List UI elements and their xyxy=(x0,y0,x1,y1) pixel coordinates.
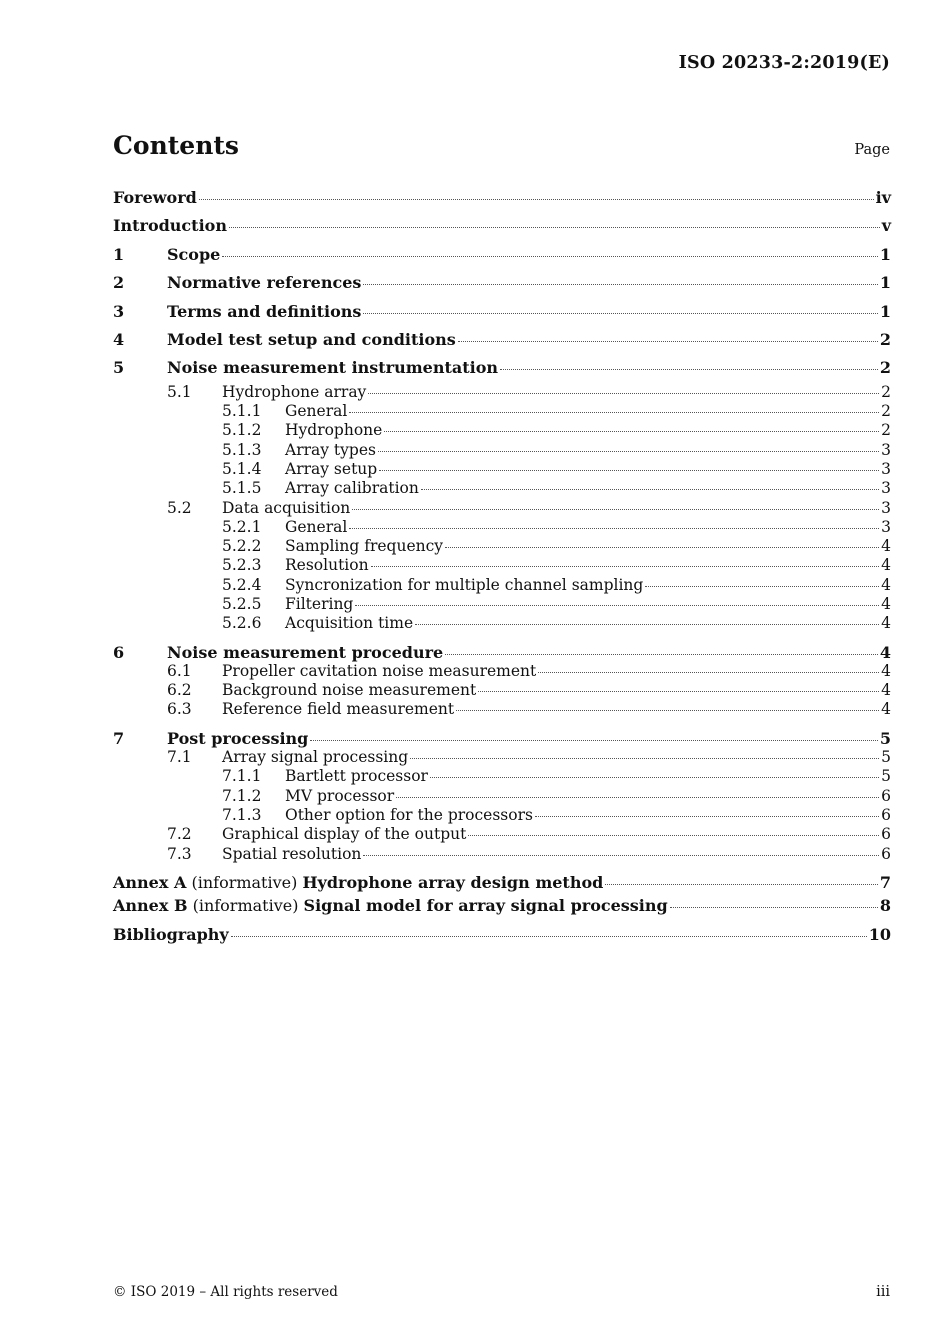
toc-entry-text: Graphical display of the output xyxy=(222,825,467,844)
toc-entry-title xyxy=(285,556,369,575)
toc-entry-page: 4 xyxy=(881,614,891,633)
toc-entry-number: 7.2 xyxy=(167,825,192,844)
toc-entry-title xyxy=(167,241,220,269)
toc-entry-page: 6 xyxy=(881,825,891,844)
toc-entry-text: Model test setup and conditions xyxy=(167,329,456,349)
dot-leader xyxy=(363,312,877,314)
toc-entry[interactable] xyxy=(113,460,891,479)
dot-leader xyxy=(371,565,880,567)
dot-leader xyxy=(605,883,878,885)
toc-entry-title xyxy=(222,681,476,700)
toc-entry[interactable] xyxy=(113,845,891,864)
toc-entry-title xyxy=(222,662,536,681)
dot-leader xyxy=(222,255,878,257)
toc-entry-title xyxy=(113,873,603,892)
toc-entry[interactable] xyxy=(113,326,891,354)
toc-entry[interactable] xyxy=(113,892,891,920)
toc-entry-title xyxy=(285,787,394,806)
toc-entry-number: 1 xyxy=(113,244,125,264)
toc-entry-page: 3 xyxy=(881,459,891,478)
toc-entry-title xyxy=(285,537,443,556)
dot-leader xyxy=(355,604,879,606)
toc-entry[interactable] xyxy=(113,729,891,748)
toc-entry-title xyxy=(222,700,454,719)
dot-leader xyxy=(349,527,879,529)
dot-leader xyxy=(445,546,879,548)
toc-entry-text: Sampling frequency xyxy=(285,537,444,556)
toc-entry-text: Resolution xyxy=(285,556,369,575)
toc-entry-title xyxy=(285,479,419,498)
toc-entry-title xyxy=(167,326,456,354)
dot-leader xyxy=(368,392,879,394)
toc-entry-page: 5 xyxy=(879,728,891,748)
toc-entry-page: 4 xyxy=(881,661,891,680)
dot-leader xyxy=(396,796,879,798)
dot-leader xyxy=(199,198,874,200)
toc-entry-text: Array setup xyxy=(285,459,378,478)
toc-entry-page: 1 xyxy=(879,273,891,293)
toc-entry-number: 5.1.3 xyxy=(222,440,262,459)
toc-entry[interactable] xyxy=(113,806,891,825)
toc-entry-title xyxy=(222,383,366,402)
toc-entry-text: Bartlett processor xyxy=(285,767,428,786)
toc-entry-number: 5.1.1 xyxy=(222,402,262,421)
toc-entry-page: 2 xyxy=(881,421,891,440)
toc-entry-title xyxy=(167,729,308,748)
toc-entry[interactable] xyxy=(113,184,891,212)
toc-entry-text: Signal model for array signal processing xyxy=(303,896,668,916)
toc-entry-title xyxy=(113,212,227,240)
toc-entry-text: Introduction xyxy=(113,216,227,236)
toc-entry-number: 5.2.1 xyxy=(222,517,262,536)
dot-leader xyxy=(535,815,879,817)
annex-label: Annex B xyxy=(113,896,188,916)
toc-entry[interactable] xyxy=(113,354,891,382)
toc-entry[interactable] xyxy=(113,212,891,240)
toc-entry[interactable] xyxy=(113,421,891,440)
annex-informative: (informative) xyxy=(186,872,303,892)
toc-entry[interactable] xyxy=(113,518,891,537)
toc-entry-page: 2 xyxy=(879,329,891,349)
toc-entry[interactable] xyxy=(113,595,891,614)
toc-entry[interactable] xyxy=(113,298,891,326)
dot-leader xyxy=(384,430,879,432)
dot-leader xyxy=(415,623,879,625)
toc-entry[interactable] xyxy=(113,662,891,681)
toc-entry-text: Terms and definitions xyxy=(167,301,362,321)
toc-entry-text: Noise measurement instrumentation xyxy=(167,358,499,378)
toc-entry-title xyxy=(285,806,533,825)
toc-entry-page: 6 xyxy=(881,805,891,824)
toc-entry[interactable] xyxy=(113,576,891,595)
toc-entry-number: 5.1.2 xyxy=(222,421,262,440)
toc-entry[interactable] xyxy=(113,556,891,575)
toc-entry-title xyxy=(113,892,668,920)
toc-entry[interactable] xyxy=(113,681,891,700)
toc-entry[interactable] xyxy=(113,767,891,786)
toc-entry-title xyxy=(222,845,361,864)
toc-entry-text: Foreword xyxy=(113,188,197,207)
toc-entry-number: 5.2.5 xyxy=(222,595,262,613)
toc-entry-number: 7 xyxy=(113,728,125,748)
toc-entry-text: General xyxy=(285,402,348,421)
toc-entry-page: 3 xyxy=(881,517,891,536)
toc-entry-text: General xyxy=(285,517,348,536)
toc-entry-number: 5.2.6 xyxy=(222,614,262,633)
toc-entry-page: 3 xyxy=(881,498,891,517)
dot-leader xyxy=(352,508,879,510)
toc-entry-title xyxy=(167,298,361,326)
toc-entry-page: 4 xyxy=(881,700,891,719)
toc-entry[interactable] xyxy=(113,479,891,498)
dot-leader xyxy=(229,226,880,228)
toc-entry-text: Acquisition time xyxy=(285,614,414,633)
dot-leader xyxy=(410,757,879,759)
toc-entry[interactable] xyxy=(113,499,891,518)
toc-entry[interactable] xyxy=(113,241,891,269)
toc-entry-text: Scope xyxy=(167,244,221,264)
dot-leader xyxy=(478,690,879,692)
toc-entry-title xyxy=(222,499,350,518)
toc-entry[interactable] xyxy=(113,787,891,806)
toc-entry-page: 6 xyxy=(881,844,891,863)
toc-entry-title xyxy=(113,921,229,949)
toc-entry[interactable] xyxy=(113,748,891,767)
toc-entry-text: Bibliography xyxy=(113,924,229,944)
toc-entry-text: Background noise measurement xyxy=(222,681,477,700)
toc-entry-page: iv xyxy=(875,188,891,207)
toc-entry-title xyxy=(285,576,643,595)
dot-leader xyxy=(670,906,878,908)
dot-leader xyxy=(538,671,879,673)
toc-entry-page: 1 xyxy=(879,301,891,321)
toc-entry[interactable] xyxy=(113,825,891,844)
toc-entry-page: 5 xyxy=(881,767,891,786)
toc-entry-text: Propeller cavitation noise measurement xyxy=(222,661,537,680)
toc-entry-page: 3 xyxy=(881,440,891,459)
dot-leader xyxy=(379,469,879,471)
toc-entry-title xyxy=(285,402,347,421)
toc-entry-title xyxy=(285,421,382,440)
dot-leader xyxy=(456,709,879,711)
toc-entry-page: v xyxy=(881,216,891,236)
toc-entry-text: Noise measurement procedure xyxy=(167,642,444,662)
toc-entry-text: Hydrophone array design method xyxy=(302,872,604,892)
toc-entry-number: 7.3 xyxy=(167,844,192,863)
toc-entry[interactable] xyxy=(113,441,891,460)
toc-entry-title xyxy=(222,825,466,844)
footer-page-number: iii xyxy=(876,1284,890,1300)
dot-leader xyxy=(349,411,879,413)
page-column-label: Page xyxy=(854,142,890,158)
toc-entry-text: Array types xyxy=(285,440,376,459)
toc-entry-page: 4 xyxy=(881,681,891,700)
toc-entry-title xyxy=(285,460,377,479)
toc-entry-page: 4 xyxy=(881,595,891,613)
dot-leader xyxy=(378,450,879,452)
toc-entry-page: 3 xyxy=(881,479,891,498)
toc-entry-number: 5.2.3 xyxy=(222,556,262,575)
toc-entry-text: Syncronization for multiple channel sampling xyxy=(285,575,644,594)
toc-entry-page: 2 xyxy=(881,402,891,421)
toc-entry-number: 7.1.1 xyxy=(222,767,262,786)
toc-entry-title xyxy=(285,767,428,786)
dot-leader xyxy=(231,935,867,937)
toc-entry[interactable] xyxy=(113,537,891,556)
toc-entry-text: Normative references xyxy=(167,273,362,293)
dot-leader xyxy=(310,739,877,741)
toc-entry-text: Other option for the processors xyxy=(285,805,533,824)
toc-entry-number: 5.2.2 xyxy=(222,537,262,556)
dot-leader xyxy=(468,834,879,836)
toc-entry[interactable] xyxy=(113,873,891,892)
toc-entry-title xyxy=(167,354,498,382)
toc-entry-page: 4 xyxy=(879,642,891,662)
toc-entry-number: 6.2 xyxy=(167,681,192,700)
toc-entry-number: 7.1 xyxy=(167,748,192,767)
toc-entry-number: 7.1.3 xyxy=(222,805,262,824)
toc-entry-page: 4 xyxy=(881,556,891,575)
dot-leader xyxy=(500,368,878,370)
dot-leader xyxy=(445,653,878,655)
toc-entry[interactable] xyxy=(113,700,891,719)
toc-entry-number: 5.2.4 xyxy=(222,575,262,594)
toc-entry-page: 7 xyxy=(879,872,891,892)
toc-entry-text: Post processing xyxy=(167,728,309,748)
toc-entry-page: 2 xyxy=(881,382,891,401)
dot-leader xyxy=(363,283,877,285)
toc-entry-text: Spatial resolution xyxy=(222,844,362,863)
toc-entry-page: 1 xyxy=(879,244,891,264)
dot-leader xyxy=(430,776,879,778)
footer-copyright: © ISO 2019 – All rights reserved xyxy=(113,1284,338,1300)
toc-entry-number: 4 xyxy=(113,329,125,349)
toc-entry[interactable] xyxy=(113,921,891,949)
toc-entry-page: 10 xyxy=(868,924,891,944)
toc-entry[interactable] xyxy=(113,383,891,402)
toc-entry-number: 5.1.5 xyxy=(222,479,262,498)
annex-informative: (informative) xyxy=(187,896,304,916)
toc-entry[interactable] xyxy=(113,269,891,297)
contents-heading: Contents xyxy=(113,131,240,160)
toc-entry-title xyxy=(167,269,361,297)
toc-entry-text: Filtering xyxy=(285,595,354,613)
toc-entry-title xyxy=(222,748,408,767)
toc-entry-text: Array signal processing xyxy=(222,748,409,767)
toc-entry-title xyxy=(113,184,197,212)
toc-entry-title xyxy=(285,595,353,614)
dot-leader xyxy=(421,488,879,490)
toc-entry-page: 4 xyxy=(881,575,891,594)
toc-entry-title xyxy=(285,518,347,537)
toc-entry-number: 2 xyxy=(113,273,125,293)
toc-entry-page: 2 xyxy=(879,358,891,378)
toc-entry-text: Reference field measurement xyxy=(222,700,455,719)
toc-entry-number: 6 xyxy=(113,642,125,662)
dot-leader xyxy=(645,585,879,587)
toc-entry[interactable] xyxy=(113,402,891,421)
toc-entry-number: 5.2 xyxy=(167,498,192,517)
dot-leader xyxy=(363,854,879,856)
toc-entry-text: Hydrophone array xyxy=(222,382,367,401)
toc-entry-title xyxy=(285,441,376,460)
toc-entry-number: 7.1.2 xyxy=(222,786,262,805)
toc-entry-text: MV processor xyxy=(285,786,395,805)
toc-entry-page: 4 xyxy=(881,537,891,556)
toc-entry-text: Data acquisition xyxy=(222,498,351,517)
toc-entry-number: 6.1 xyxy=(167,661,192,680)
toc-entry-number: 3 xyxy=(113,301,125,321)
annex-label: Annex A xyxy=(113,872,187,892)
toc-entry-number: 5.1 xyxy=(167,382,192,401)
toc-entry-number: 5 xyxy=(113,358,125,378)
toc-entry-number: 5.1.4 xyxy=(222,459,262,478)
toc-entry-page: 8 xyxy=(879,896,891,916)
toc-entry[interactable] xyxy=(113,614,891,633)
toc-entry-page: 5 xyxy=(881,748,891,767)
toc-entry-title xyxy=(167,643,443,662)
toc-entry-title xyxy=(285,614,413,633)
table-of-contents xyxy=(113,184,891,949)
toc-entry-text: Hydrophone xyxy=(285,421,383,440)
toc-entry-text: Array calibration xyxy=(285,479,419,498)
document-id: ISO 20233-2:2019(E) xyxy=(678,53,890,73)
dot-leader xyxy=(458,340,878,342)
toc-entry-page: 6 xyxy=(881,786,891,805)
toc-entry[interactable] xyxy=(113,643,891,662)
toc-entry-number: 6.3 xyxy=(167,700,192,719)
